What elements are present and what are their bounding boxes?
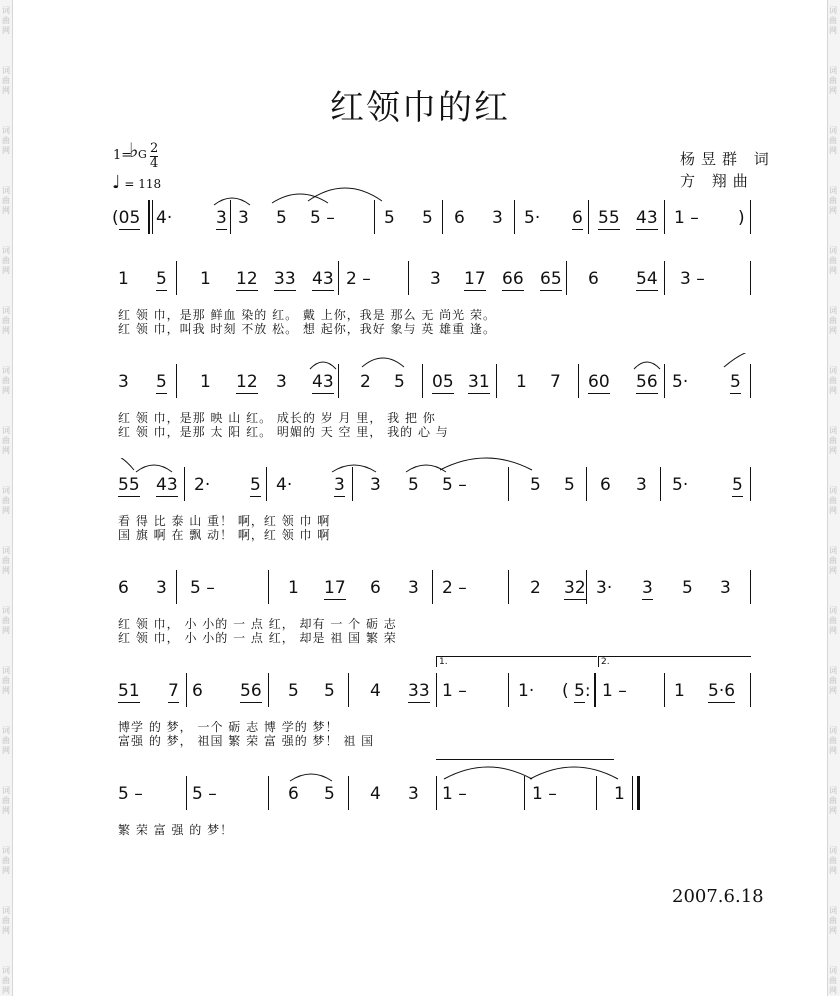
time-bottom: 4	[150, 156, 159, 171]
barline	[664, 673, 665, 707]
volta-1: 1.	[436, 656, 597, 667]
lyric-verse-2: 富强 的 梦， 祖国 繁 荣 富 强的 梦！ 祖 国	[118, 734, 375, 748]
tie-arc	[288, 769, 334, 783]
barline	[632, 776, 633, 810]
barline	[432, 570, 433, 604]
barline	[184, 467, 185, 501]
barline	[338, 364, 339, 398]
barline	[750, 467, 751, 501]
watermark-text: 词 曲 网	[829, 186, 837, 215]
tie-arc	[308, 357, 338, 371]
watermark-text: 词 曲 网	[829, 786, 837, 815]
watermark-text: 词 曲 网	[2, 186, 10, 215]
barline	[566, 261, 567, 295]
barline	[508, 570, 509, 604]
barline	[496, 364, 497, 398]
watermark-text: 词 曲 网	[2, 306, 10, 335]
tie-arc	[632, 357, 662, 371]
repeat-barline	[594, 673, 596, 707]
key-signature	[113, 138, 159, 171]
barline	[348, 776, 349, 810]
time-top: 2	[150, 141, 159, 156]
barline	[266, 467, 267, 501]
time-signature	[150, 142, 158, 171]
barline	[408, 261, 409, 295]
watermark-text: 词 曲 网	[2, 66, 10, 95]
barline	[508, 673, 509, 707]
tie-arc	[134, 460, 174, 474]
tie-arc	[528, 761, 620, 781]
barline	[660, 467, 661, 501]
barline	[586, 467, 587, 501]
lyric-verse-1: 看 得 比 泰 山 重！ 啊，红 领 巾 啊	[118, 514, 331, 528]
barline	[750, 570, 751, 604]
lyric-verse-2: 国 旗 啊 在 飘 动！ 啊，红 领 巾 啊	[118, 528, 331, 542]
tempo-marking	[112, 172, 161, 193]
lyric-verse-2: 红 领 巾， 小 小的 一 点 红， 却是 祖 国 繁 荣	[118, 631, 397, 645]
barline	[750, 261, 751, 295]
barline	[514, 200, 515, 234]
barline	[750, 364, 751, 398]
barline	[374, 200, 375, 234]
barline	[596, 776, 597, 810]
watermark-text: 词 曲 网	[2, 966, 10, 995]
watermark-text: 词 曲 网	[829, 366, 837, 395]
key-tonic: G	[138, 148, 147, 161]
composer-credit: 方 翔曲	[680, 172, 754, 190]
watermark-text: 词 曲 网	[2, 906, 10, 935]
barline	[186, 673, 187, 707]
barline	[588, 200, 589, 234]
tempo-value: = 118	[124, 177, 162, 191]
barline	[176, 570, 177, 604]
notation-text: (05	[112, 208, 141, 228]
final-barline	[637, 776, 640, 810]
barline	[508, 467, 509, 501]
barline	[422, 364, 423, 398]
watermark-text: 词 曲 网	[2, 846, 10, 875]
volta-2: 2.	[598, 656, 751, 667]
watermark-text: 词 曲 网	[829, 246, 837, 275]
watermark-text: 词 曲 网	[829, 846, 837, 875]
watermark-text: 词 曲 网	[2, 546, 10, 575]
barline	[442, 200, 443, 234]
watermark-text: 词 曲 网	[829, 726, 837, 755]
watermark-text: 词 曲 网	[2, 606, 10, 635]
barline	[578, 364, 579, 398]
tie-arc	[438, 452, 534, 472]
watermark-text: 词 曲 网	[2, 786, 10, 815]
lyric-verse-1: 繁 荣 富 强 的 梦！	[118, 823, 234, 837]
watermark-text: 词 曲 网	[2, 126, 10, 155]
key-prefix: 1=	[113, 148, 133, 163]
watermark-text: 词 曲 网	[2, 246, 10, 275]
watermark-text: 词 曲 网	[2, 666, 10, 695]
barline	[176, 261, 177, 295]
barline	[268, 570, 269, 604]
barline	[586, 570, 587, 604]
lyricist-credit: 杨昱群 词	[680, 150, 775, 168]
barline	[152, 200, 153, 234]
lyric-verse-1: 红 领 巾，是那 映 山 红。 成长的 岁 月 里， 我 把 你	[118, 411, 436, 425]
watermark-text: 词 曲 网	[829, 426, 837, 455]
tie-arc	[330, 460, 378, 474]
barline	[664, 364, 665, 398]
watermark-text: 词 曲 网	[829, 126, 837, 155]
barline	[148, 200, 150, 234]
watermark-text: 词 曲 网	[829, 486, 837, 515]
flat-symbol: ♭	[129, 138, 139, 162]
tie-arc	[722, 353, 752, 369]
date-stamp: 2007.6.18	[672, 886, 764, 907]
tie-arc	[442, 761, 534, 781]
watermark-text: 词 曲 网	[2, 366, 10, 395]
lyric-verse-2: 红 领 巾，叫我 时刻 不放 松。 想 起你，我好 象与 英 雄重 逢。	[118, 322, 496, 336]
barline	[176, 364, 177, 398]
barline	[268, 673, 269, 707]
watermark-text: 词 曲 网	[2, 426, 10, 455]
tie-arc	[360, 353, 406, 369]
watermark-text: 词 曲 网	[2, 726, 10, 755]
watermark-text: 词 曲 网	[829, 906, 837, 935]
barline	[524, 776, 525, 810]
watermark-text: 词 曲 网	[2, 486, 10, 515]
watermark-text: 词 曲 网	[2, 6, 10, 35]
barline	[750, 673, 751, 707]
barline	[664, 200, 665, 234]
watermark-text: 词 曲 网	[829, 66, 837, 95]
watermark-text: 词 曲 网	[829, 546, 837, 575]
barline	[664, 261, 665, 295]
lyric-verse-1: 博学 的 梦， 一个 砺 志 博 学的 梦！	[118, 720, 339, 734]
lyric-verse-2: 红 领 巾，是那 太 阳 红。 明媚的 天 空 里， 我的 心 与	[118, 425, 449, 439]
lyric-verse-1: 红 领 巾， 小 小的 一 点 红， 却有 一 个 砺 志	[118, 617, 397, 631]
barline	[436, 776, 437, 810]
watermark-text: 词 曲 网	[829, 6, 837, 35]
watermark-text: 词 曲 网	[829, 666, 837, 695]
barline	[338, 261, 339, 295]
barline	[348, 673, 349, 707]
watermark-text: 词 曲 网	[829, 606, 837, 635]
watermark-text: 词 曲 网	[829, 306, 837, 335]
barline	[268, 776, 269, 810]
tie-arc	[306, 181, 384, 203]
quarter-note-icon: ♩	[112, 172, 121, 193]
lyric-verse-1: 红 领 巾，是那 鲜血 染的 红。 戴 上你，我是 那么 无 尚光 荣。	[118, 308, 496, 322]
watermark-text: 词 曲 网	[829, 966, 837, 995]
barline	[750, 200, 751, 234]
tie-arc	[212, 193, 252, 207]
tie-arc	[116, 458, 136, 472]
barline	[436, 673, 437, 707]
song-title: 红领巾的红	[330, 88, 510, 128]
barline	[186, 776, 187, 810]
